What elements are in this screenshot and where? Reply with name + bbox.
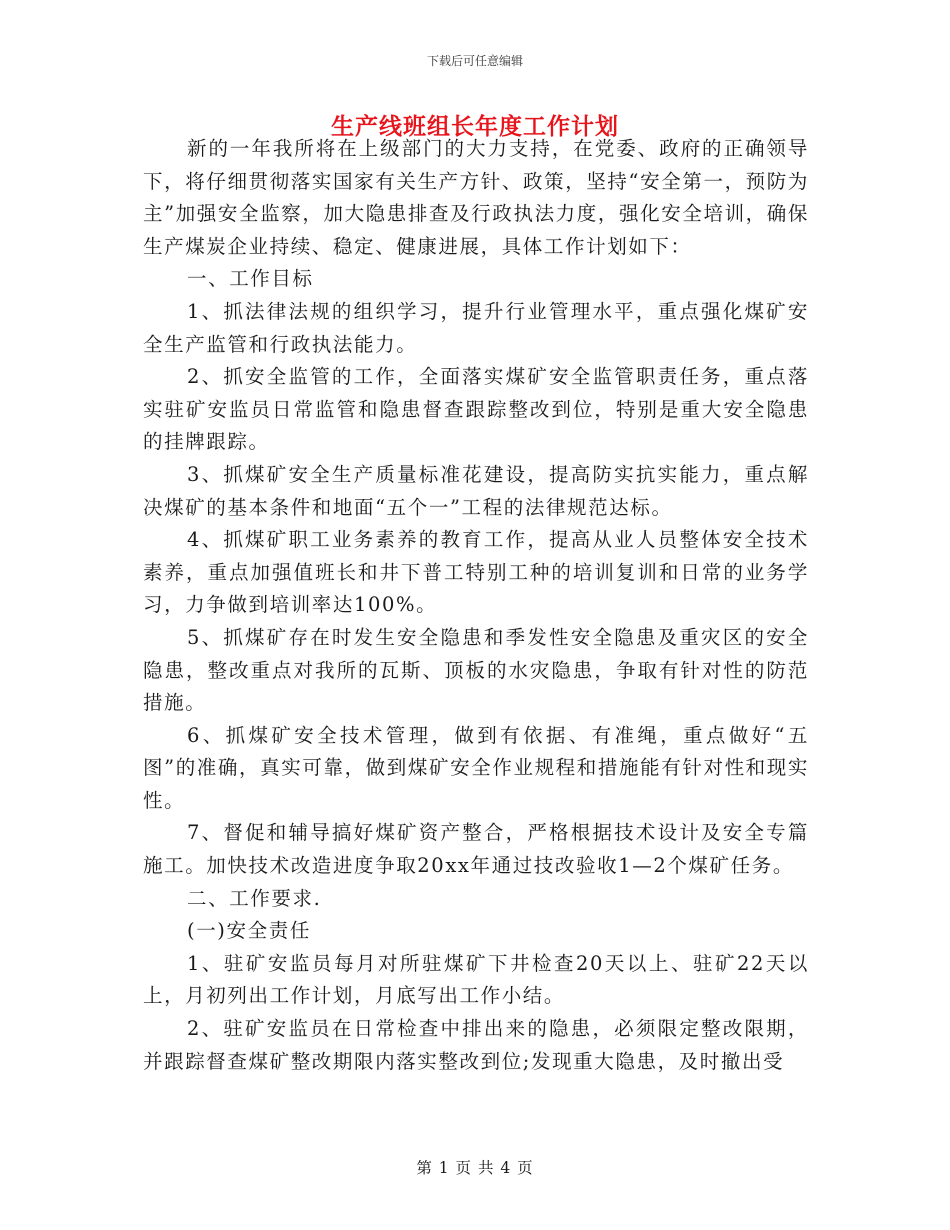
document-title: 生产线班组长年度工作计划	[331, 113, 619, 140]
paragraph-goal-7: 7、督促和辅导搞好煤矿资产整合，严格根据技术设计及安全专篇施工。加快技术改造进度争取20xx年通过技改验收1—2个煤矿任务。	[143, 821, 809, 878]
paragraph-goal-3: 3、抓煤矿安全生产质量标准花建设，提高防实抗实能力，重点解决煤矿的基本条件和地面“五个一”工程的法律规范达标。	[143, 462, 809, 519]
paragraph-goal-1: 1、抓法律法规的组织学习，提升行业管理水平，重点强化煤矿安全生产监管和行政执法能力。	[143, 299, 809, 356]
paragraph-goal-4: 4、抓煤矿职工业务素养的教育工作，提高从业人员整体安全技术素养，重点加强值班长和井下普工特别工种的培训复训和日常的业务学习，力争做到培训率达100%。	[143, 528, 809, 617]
page-number-footer: 第 1 页 共 4 页	[416, 1159, 534, 1177]
paragraph-intro: 新的一年我所将在上级部门的大力支持，在党委、政府的正确领导下，将仔细贯彻落实国家有关生产方针、政策，坚持“安全第一，预防为主”加强安全监察，加大隐患排查及行政执法力度，强化安全培训，确保生产煤炭企业持续、稳定、健康进展，具体工作计划如下：	[143, 137, 809, 258]
section-heading-requirements: 二、工作要求.	[187, 886, 322, 910]
paragraph-goal-2: 2、抓安全监管的工作，全面落实煤矿安全监管职责任务，重点落实驻矿安监员日常监管和隐患督查跟踪整改到位，特别是重大安全隐患的挂牌跟踪。	[143, 365, 809, 454]
paragraph-goal-6: 6、抓煤矿安全技术管理，做到有依据、有准绳，重点做好“五图”的准确，真实可靠，做到煤矿安全作业规程和措施能有针对性和现实性。	[143, 723, 809, 812]
paragraph-requirement-2: 2、驻矿安监员在日常检查中排出来的隐患，必须限定整改限期，并跟踪督查煤矿整改期限内落实整改到位;发现重大隐患，及时撤出受	[143, 1017, 809, 1073]
paragraph-requirement-1: 1、驻矿安监员每月对所驻煤矿下井检查20天以上、驻矿22天以上，月初列出工作计划，月底写出工作小结。	[143, 951, 809, 1008]
page-header-note: 下载后可任意编辑	[426, 54, 523, 68]
section-heading-goals: 一、工作目标	[187, 267, 314, 291]
subsection-heading-safety: (一)安全责任	[187, 919, 311, 943]
paragraph-goal-5: 5、抓煤矿存在时发生安全隐患和季发性安全隐患及重灾区的安全隐患，整改重点对我所的瓦斯、顶板的水灾隐患，争取有针对性的防范措施。	[143, 625, 809, 715]
document-body	[143, 133, 809, 1078]
